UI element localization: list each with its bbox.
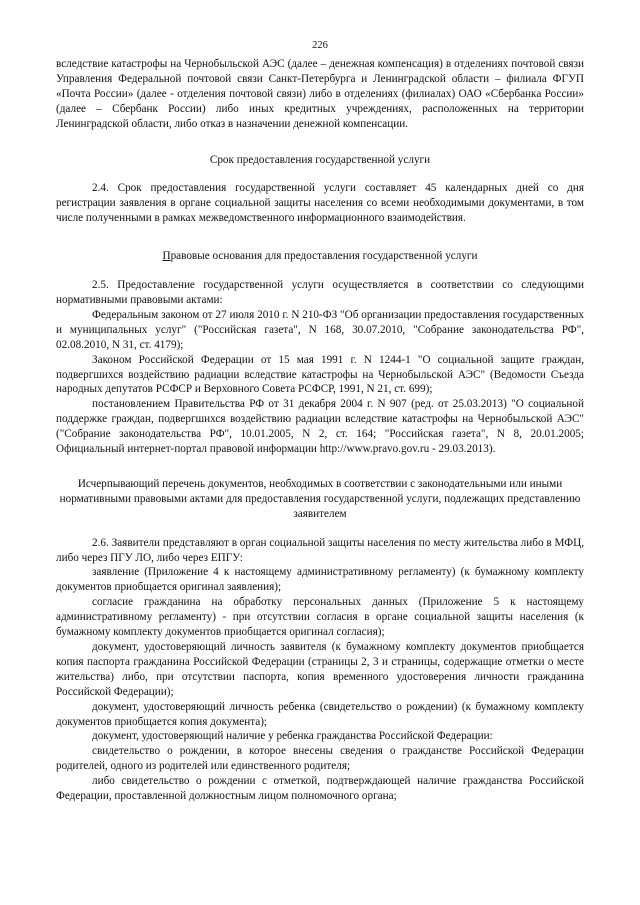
term-paragraph: 2.4. Срок предоставления государственной услуги составляет 45 календарных дней со дня регистрации заявления в органе социальной защиты населения со всеми необходимыми документами, в том числе полученными в рамках межведомственного информационного взаимодействия. — [56, 182, 584, 225]
intro-paragraph: вследствие катастрофы на Чернобыльской АЭС (далее – денежная компенсация) в отделениях почтовой связи Управления Федеральной почтовой связи Санкт-Петербурга и Ленинградской области – филиала ФГУП «Почта России» (далее - отделения почтовой связи) либо в отделениях (филиалах) ОАО «Сбербанка России» (далее – Сбербанк России) либо иных кредитных учреждениях, расположенных на территории Ленинградской области, либо отказ в назначении денежной компенсации. — [56, 58, 584, 130]
legal-basis-heading-initial: П — [162, 250, 171, 263]
document-item: документ, удостоверяющий наличие у ребенка гражданства Российской Федерации: — [92, 730, 493, 743]
document-item: документ, удостоверяющий личность заявителя (к бумажному комплекту документов приобщается копия паспорта гражданина Российской Федерации (страницы 2, 3 и страницы, содержащие отметки о месте жительства) либо, при отсутствии паспорта, копия временного удостоверения личности гражданина Российской Федерации); — [56, 641, 584, 698]
legal-basis-heading — [56, 249, 584, 264]
term-heading: Срок предоставления государственной услуги — [209, 153, 431, 166]
document-body — [56, 57, 584, 804]
document-item: документ, удостоверяющий личность ребенка (свидетельство о рождении) (к бумажному комплекту документов приобщается копия документа); — [56, 700, 584, 728]
legal-act-item: постановлением Правительства РФ от 31 декабря 2004 г. N 907 (ред. от 25.03.2013) "О социальной поддержке граждан, подвергшихся воздействию радиации вследствие катастрофы на Чернобыльской АЭС" ("Собрание законодательства РФ", 10.01.2005, N 2, ст. 164; "Российская газета", N 8, 20.01.2005; Официальный интернет-портал правовой информации http://www.pravo.gov.ru - 29.03.2013). — [56, 398, 584, 456]
document-item: заявление (Приложение 4 к настоящему административному регламенту) (к бумажному комплекту документов приобщается оригинал заявления); — [56, 566, 584, 594]
legal-act-item: Федеральным законом от 27 июля 2010 г. N 210-ФЗ "Об организации предоставления государственных и муниципальных услуг" ("Российская газета", N 168, 30.07.2010, "Собрание законодательства РФ", 02.08.2010, N 31, ст. 4179); — [56, 308, 584, 351]
legal-basis-intro: 2.5. Предоставление государственной услуги осуществляется в соответствии со следующими нормативными правовыми актами: — [56, 279, 584, 306]
page-number: 226 — [312, 40, 328, 51]
document-item: либо свидетельство о рождении с отметкой, подтверждающей наличие гражданства Российской Федерации, проставленной должностным лицом полномочного органа; — [56, 775, 584, 803]
document-item: свидетельство о рождении, в которое внесены сведения о гражданстве Российской Федерации родителей, одного из родителей или единственного родителя; — [56, 745, 584, 773]
legal-act-item: Законом Российской Федерации от 15 мая 1991 г. N 1244-1 "О социальной защите граждан, подвергшихся воздействию радиации вследствие катастрофы на Чернобыльской АЭС" (Ведомости Съезда народных депутатов РСФСР и Верховного Совета РСФСР, 1991, N 21, ст. 699); — [56, 353, 584, 396]
document-item: согласие гражданина на обработку персональных данных (Приложение 5 к настоящему административному регламенту) - при отсутствии согласия в органе социальной защиты населения (к бумажному комплекту документов приобщается оригинал согласия); — [56, 596, 584, 639]
documents-intro: 2.6. Заявители представляют в орган социальной защиты населения по месту жительства либо в МФЦ, либо через ПГУ ЛО, либо через ЕПГУ: — [56, 536, 584, 564]
documents-heading: Исчерпывающий перечень документов, необходимых в соответствии с законодательными или иными нормативными правовыми актами для предоставления государственной услуги, подлежащих представлению заявителем — [59, 477, 581, 520]
legal-basis-heading-rest: равовые основания для предоставления государственной услуги — [170, 250, 478, 263]
